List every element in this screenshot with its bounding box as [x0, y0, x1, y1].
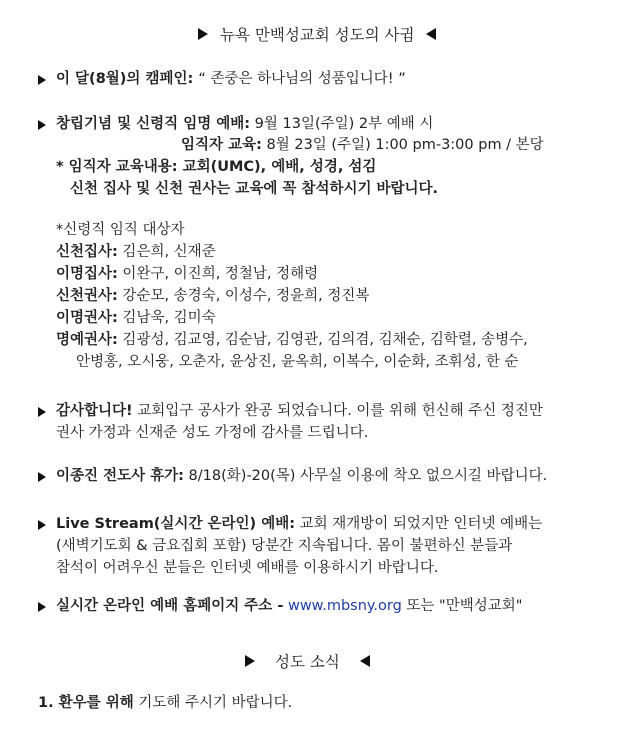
- triangle-left-icon: [426, 28, 436, 40]
- appointee-row: [56, 285, 369, 307]
- bullet-icon: [38, 472, 46, 482]
- appointee-row-names: 강순모, 송경숙, 이성수, 정윤희, 정진복: [117, 288, 370, 304]
- news-title: [245, 650, 370, 672]
- thanks-line-2: 권사 가정과 신재준 성도 가정에 감사를 드립니다.: [56, 425, 369, 441]
- thanks-text: 교회입구 공사가 완공 되었습니다. 이를 위해 헌신해 주신 정진만: [132, 403, 543, 419]
- thanks-line: [56, 400, 543, 422]
- news-item: [38, 692, 292, 714]
- bullet-icon: [38, 407, 46, 417]
- bullet-icon: [38, 520, 46, 530]
- appointees-heading: *신령직 임직 대상자: [56, 222, 185, 238]
- livestream-text: 교회 재개방이 되었지만 인터넷 예배는: [295, 516, 543, 532]
- appointee-row: [56, 329, 528, 351]
- campaign-text: “ 존중은 하나님의 성품입니다! ”: [198, 71, 406, 87]
- campaign-label: 이 달(8월)의 캠페인:: [56, 71, 199, 87]
- education-content-line: * 임직자 교육내용: 교회(UMC), 예배, 성경, 섬김: [56, 159, 377, 175]
- page-title: [198, 23, 436, 45]
- bullet-icon: [38, 602, 46, 612]
- homepage-line: [56, 595, 522, 617]
- education-label: 임직자 교육:: [181, 137, 262, 153]
- appointee-continuation: 안병홍, 오시웅, 오춘자, 윤상진, 윤옥희, 이복수, 이순화, 조휘성, 한 순: [76, 354, 519, 370]
- news-item-label: 1. 환우를 위해: [38, 695, 134, 711]
- homepage-suffix: 또는 "만백성교회": [401, 598, 523, 614]
- anniversary-label: 창립기념 및 신령직 임명 예배:: [56, 116, 251, 132]
- triangle-right-icon: [198, 28, 208, 40]
- livestream-line: [56, 513, 542, 535]
- appointee-row-names: 김은희, 신재준: [117, 244, 216, 260]
- homepage-link[interactable]: www.mbsny.org: [287, 598, 402, 614]
- education-line: [181, 134, 544, 156]
- education-notice-line: 신천 집사 및 신천 권사는 교육에 꼭 참석하시기 바랍니다.: [70, 181, 439, 197]
- appointee-row-label: 신천집사:: [56, 244, 118, 260]
- appointee-row-names: 김광성, 김교영, 김순남, 김영관, 김의겸, 김채순, 김학렬, 송병수,: [117, 332, 528, 348]
- homepage-label: 실시간 온라인 예배 홈페이지 주소 -: [56, 598, 284, 614]
- thanks-label: 감사합니다!: [56, 403, 133, 419]
- vacation-line: [56, 465, 547, 487]
- appointee-row: [56, 263, 318, 285]
- appointee-row-names: 이완구, 이진희, 정철남, 정해령: [117, 266, 319, 282]
- appointee-row-label: 이명집사:: [56, 266, 118, 282]
- appointee-row-label: 신천권사:: [56, 288, 118, 304]
- appointee-row: [56, 307, 216, 329]
- livestream-label: Live Stream(실시간 온라인) 예배:: [56, 516, 296, 532]
- livestream-line-3: 참석이 어려우신 분들은 인터넷 예배를 이용하시기 바랍니다.: [56, 560, 439, 576]
- vacation-text: 8/18(화)-20(목) 사무실 이용에 착오 없으시길 바랍니다.: [183, 468, 548, 484]
- anniversary-line: [56, 113, 433, 135]
- appointee-row-label: 명예권사:: [56, 332, 118, 348]
- campaign-line: [56, 68, 406, 90]
- triangle-right-icon: [245, 655, 255, 667]
- appointee-row: [56, 241, 216, 263]
- news-title-text: 성도 소식: [275, 653, 340, 671]
- vacation-label: 이종진 전도사 휴가:: [56, 468, 184, 484]
- news-item-text: 기도해 주시기 바랍니다.: [133, 695, 293, 711]
- page-title-text: 뉴욕 만백성교회 성도의 사귐: [220, 26, 415, 44]
- anniversary-text: 9월 13일(주일) 2부 예배 시: [250, 116, 434, 132]
- education-text: 8월 23일 (주일) 1:00 pm-3:00 pm / 본당: [261, 137, 544, 153]
- bullet-icon: [38, 120, 46, 130]
- bullet-icon: [38, 75, 46, 85]
- appointee-row-label: 이명권사:: [56, 310, 118, 326]
- livestream-line-2: (새벽기도회 & 금요집회 포함) 당분간 지속됩니다. 몸이 불편하신 분들과: [56, 538, 513, 554]
- triangle-left-icon: [360, 655, 370, 667]
- appointee-row-names: 김남욱, 김미숙: [117, 310, 216, 326]
